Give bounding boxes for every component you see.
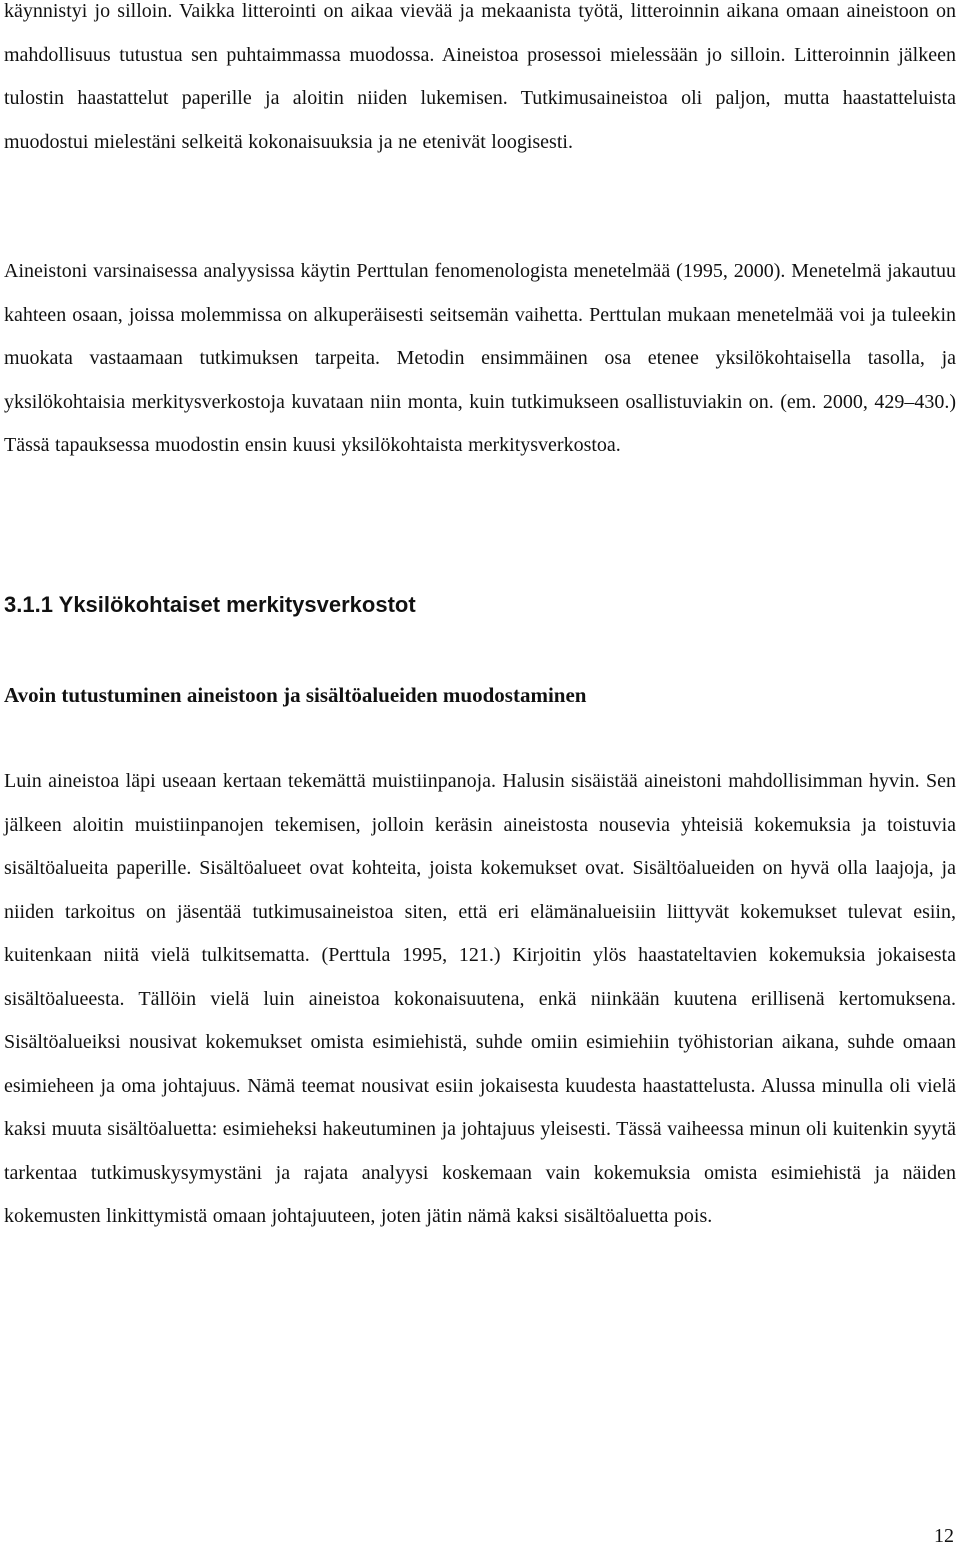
subsection-heading: Avoin tutustuminen aineistoon ja sisältöalueiden muodostaminen xyxy=(4,683,587,707)
page-number: 12 xyxy=(934,1525,954,1547)
body-paragraph: Aineistoni varsinaisessa analyysissa käytin Perttulan fenomenologista menetelmää (1995, 2000). Menetelmä jakautuu kahteen osaan, joissa molemmissa on alkuperäisesti seitsemän vaihetta. Perttulan mukaan menetelmää voi ja tuleekin muokata vastaamaan tutkimuksen tarpeita. Metodin ensimmäinen osa etenee yksilökohtaisella tasolla, ja yksilökohtaisia merkitysverkostoja kuvataan niin monta, kuin tutkimukseen osallistuviakin on. (em. 2000, 429–430.) Tässä tapauksessa muodostin ensin kuusi yksilökohtaista merkitysverkostoa. xyxy=(4,260,956,456)
body-paragraph: käynnistyi jo silloin. Vaikka litterointi on aikaa vievää ja mekaanista työtä, litteroinnin aikana omaan aineistoon on mahdollisuus tutustua sen puhtaimmassa muodossa. Aineistoa prosessoi mielessään jo silloin. Litteroinnin jälkeen tulostin haastattelut paperille ja aloitin niiden lukemisen. Tutkimusaineistoa oli paljon, mutta haastatteluista muodostui mielestäni selkeitä kokonaisuuksia ja ne etenivät loogisesti. xyxy=(4,0,956,153)
body-paragraph: Luin aineistoa läpi useaan kertaan tekemättä muistiinpanoja. Halusin sisäistää aineistoni mahdollisimman hyvin. Sen jälkeen aloitin muistiinpanojen tekemisen, jolloin keräsin aineistosta nousevia yhteisiä kokemuksia ja toistuvia sisältöalueita paperille. Sisältöalueet ovat kohteita, joista kokemukset ovat. Sisältöalueiden on hyvä olla laajoja, ja niiden tarkoitus on jäsentää tutkimusaineistoa siten, että eri elämänalueisiin liittyvät kokemukset tulevat esiin, kuitenkaan niitä vielä tulkitsematta. (Perttula 1995, 121.) Kirjoitin ylös haastateltavien kokemuksia jokaisesta sisältöalueesta. Tällöin vielä luin aineistoa kokonaisuutena, enkä niinkään kuutena erillisenä kertomuksena. Sisältöalueiksi nousivat kokemukset omista esimiehistä, suhde omiin esimiehiin työhistorian aikana, suhde omaan esimieheen ja oma johtajuus. Nämä teemat nousivat esiin jokaisesta kuudesta haastattelusta. Alussa minulla oli vielä kaksi muuta sisältöaluetta: esimieheksi hakeutuminen ja johtajuus yleisesti. Tässä vaiheessa minun oli kuitenkin syytä tarkentaa tutkimuskysymystäni ja rajata analyysi koskemaan vain kokemuksia omista esimiehistä ja näiden kokemusten linkittymistä omaan johtajuuteen, joten jätin nämä kaksi sisältöaluetta pois. xyxy=(4,770,956,1227)
section-heading: 3.1.1 Yksilökohtaiset merkitysverkostot xyxy=(4,592,416,617)
